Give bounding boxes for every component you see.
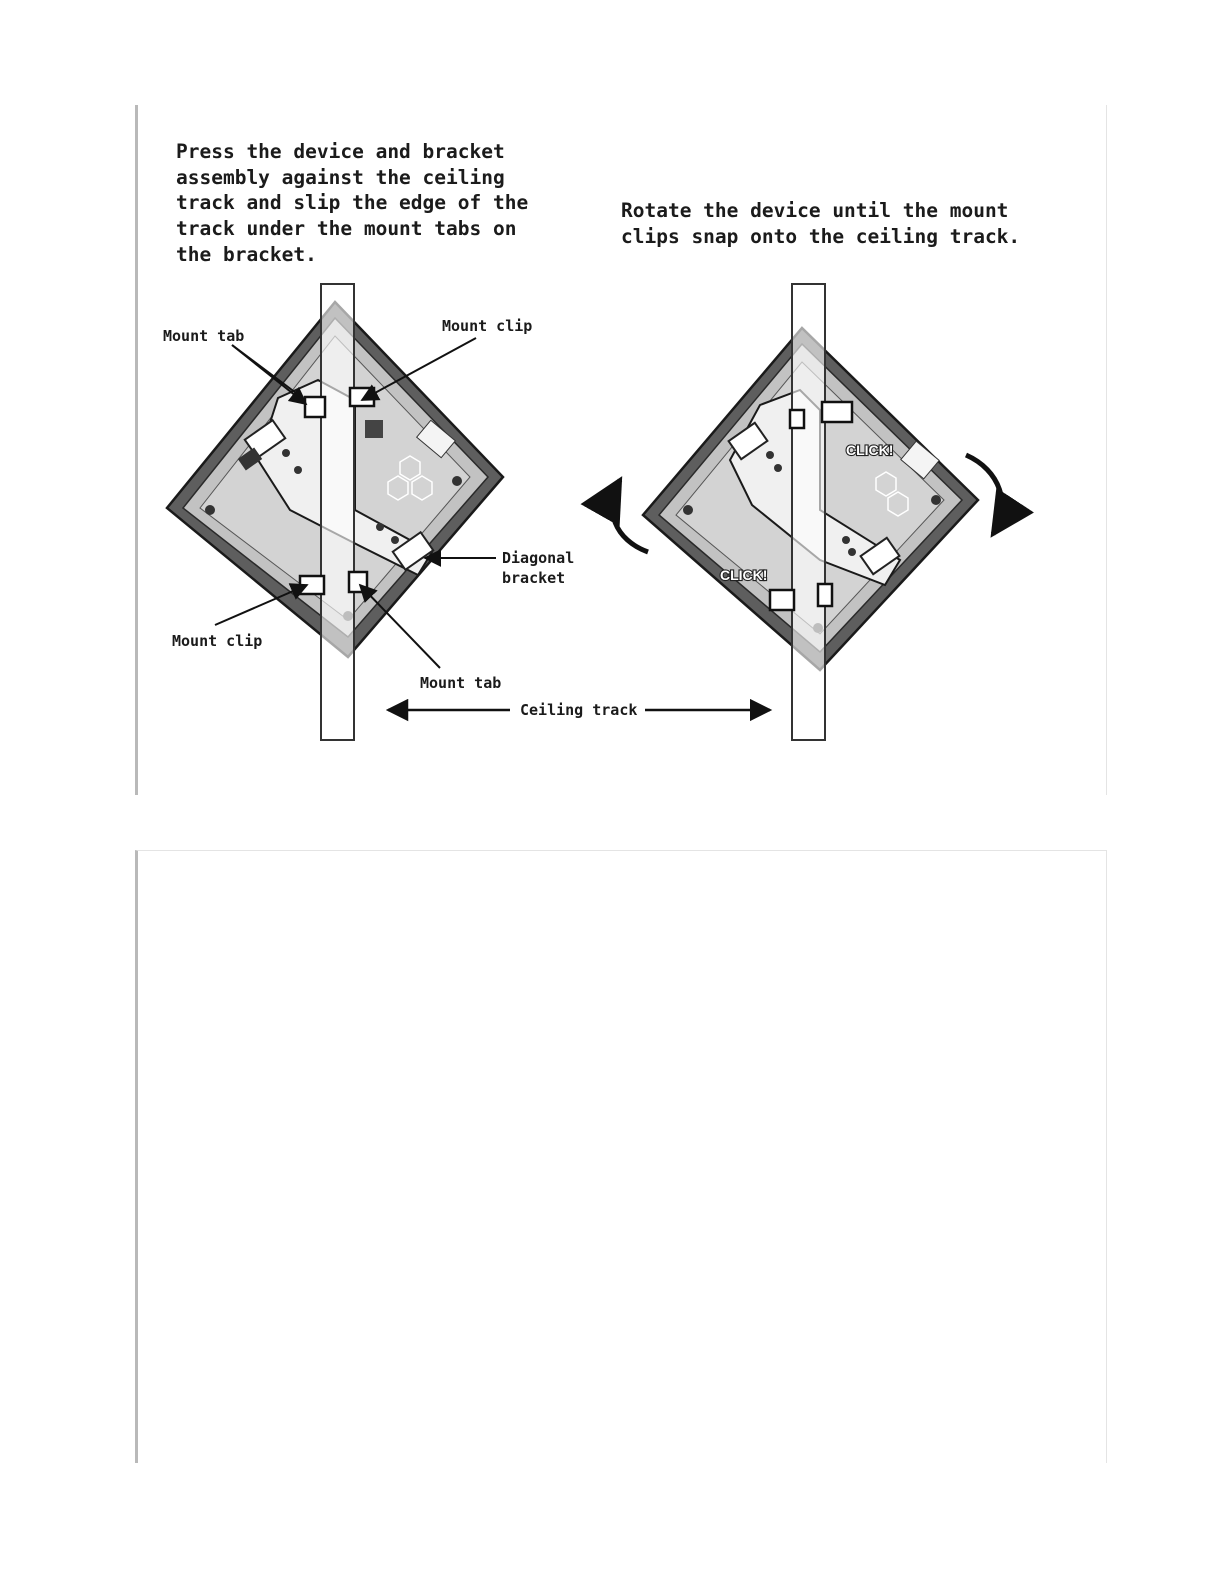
ceiling-track-right [792, 284, 825, 740]
click-label-bottom: CLICK! [720, 567, 768, 583]
click-label-top: CLICK! [846, 442, 894, 458]
label-diagonal-bracket: Diagonal bracket [502, 549, 575, 587]
label-mount-tab-bottom: Mount tab [420, 674, 502, 692]
label-mount-tab-top: Mount tab [163, 327, 245, 345]
right-instruction: Rotate the device until the mount clips snap onto the ceiling track. [621, 199, 1021, 248]
left-instruction: Press the device and bracket assembly against the ceiling track and slip the edge of the track under the mount tabs on the bracket. [176, 140, 529, 266]
label-mount-clip-bottom: Mount clip [172, 632, 263, 650]
ceiling-track-left [321, 284, 354, 740]
label-mount-clip-top: Mount clip [442, 317, 533, 335]
label-ceiling-track: Ceiling track [520, 701, 638, 719]
